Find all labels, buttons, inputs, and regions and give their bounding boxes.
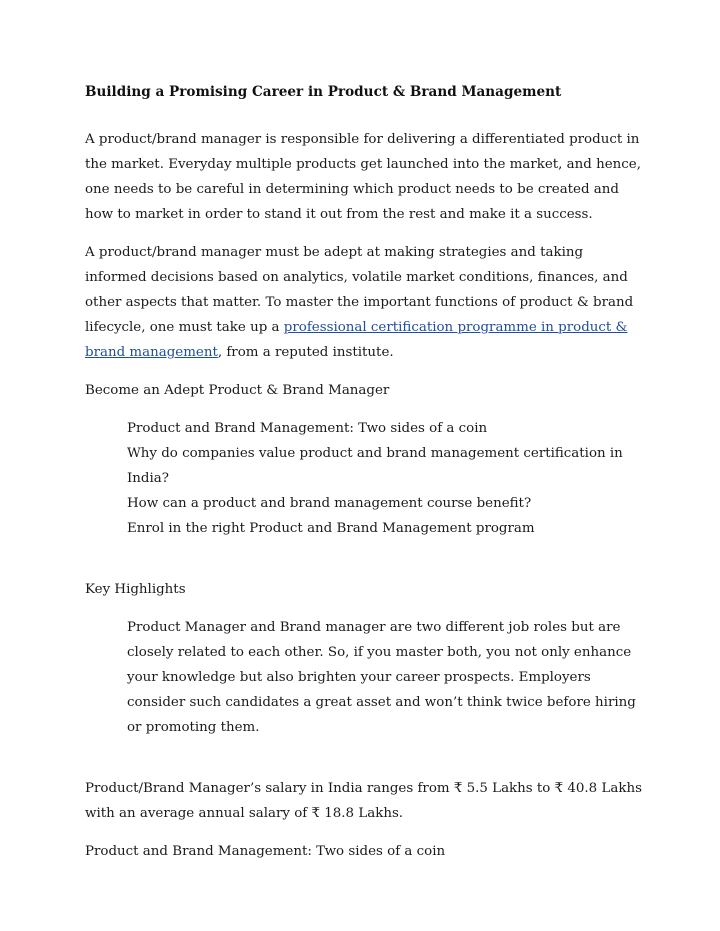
certification-paragraph: [85, 240, 645, 365]
toc-item: Why do companies value product and brand management certification in India?: [127, 446, 623, 486]
blank-spacer: [85, 554, 645, 577]
salary-paragraph: Product/Brand Manager’s salary in India ranges from ₹ 5.5 Lakhs to ₹ 40.8 Lakhs with an average annual salary of ₹ 18.8 Lakhs.: [85, 781, 642, 821]
toc-item: Product and Brand Management: Two sides of a coin: [127, 421, 488, 436]
certification-programme-link[interactable]: professional certification programme in product & brand management: [85, 320, 628, 360]
toc-item: How can a product and brand management course benefit?: [127, 496, 532, 511]
toc-item: Enrol in the right Product and Brand Management program: [127, 521, 535, 536]
document-title: Building a Promising Career in Product & Brand Management: [85, 84, 562, 100]
intro-paragraph: A product/brand manager is responsible for delivering a differentiated product in the market. Everyday multiple products get launched into the market, and hence, one needs to be careful in determining which product needs to be created and how to market in order to stand it out from the rest and make it a success.: [85, 132, 641, 222]
certification-paragraph-text-before: A product/brand manager must be adept at making strategies and taking informed decisions based on analytics, volatile market conditions, finances, and other aspects that matter. To master the important functions of product & brand lifecycle, one must take up a: [85, 245, 634, 335]
certification-paragraph-text-after: , from a reputed institute.: [217, 345, 394, 360]
section-heading-adept-manager: Become an Adept Product & Brand Manager: [85, 383, 390, 398]
key-highlight-paragraph: Product Manager and Brand manager are two different job roles but are closely related to each other. So, if you master both, you not only enhance your knowledge but also brighten your career prospects. Employers consider such candidates a great asset and won’t think twice before hiring or promoting them.: [127, 620, 636, 735]
section-heading-key-highlights: Key Highlights: [85, 582, 186, 597]
section-heading-two-sides: Product and Brand Management: Two sides of a coin: [85, 844, 446, 859]
table-of-contents: [127, 416, 645, 541]
document-body: [85, 80, 645, 877]
blank-spacer: [85, 753, 645, 776]
